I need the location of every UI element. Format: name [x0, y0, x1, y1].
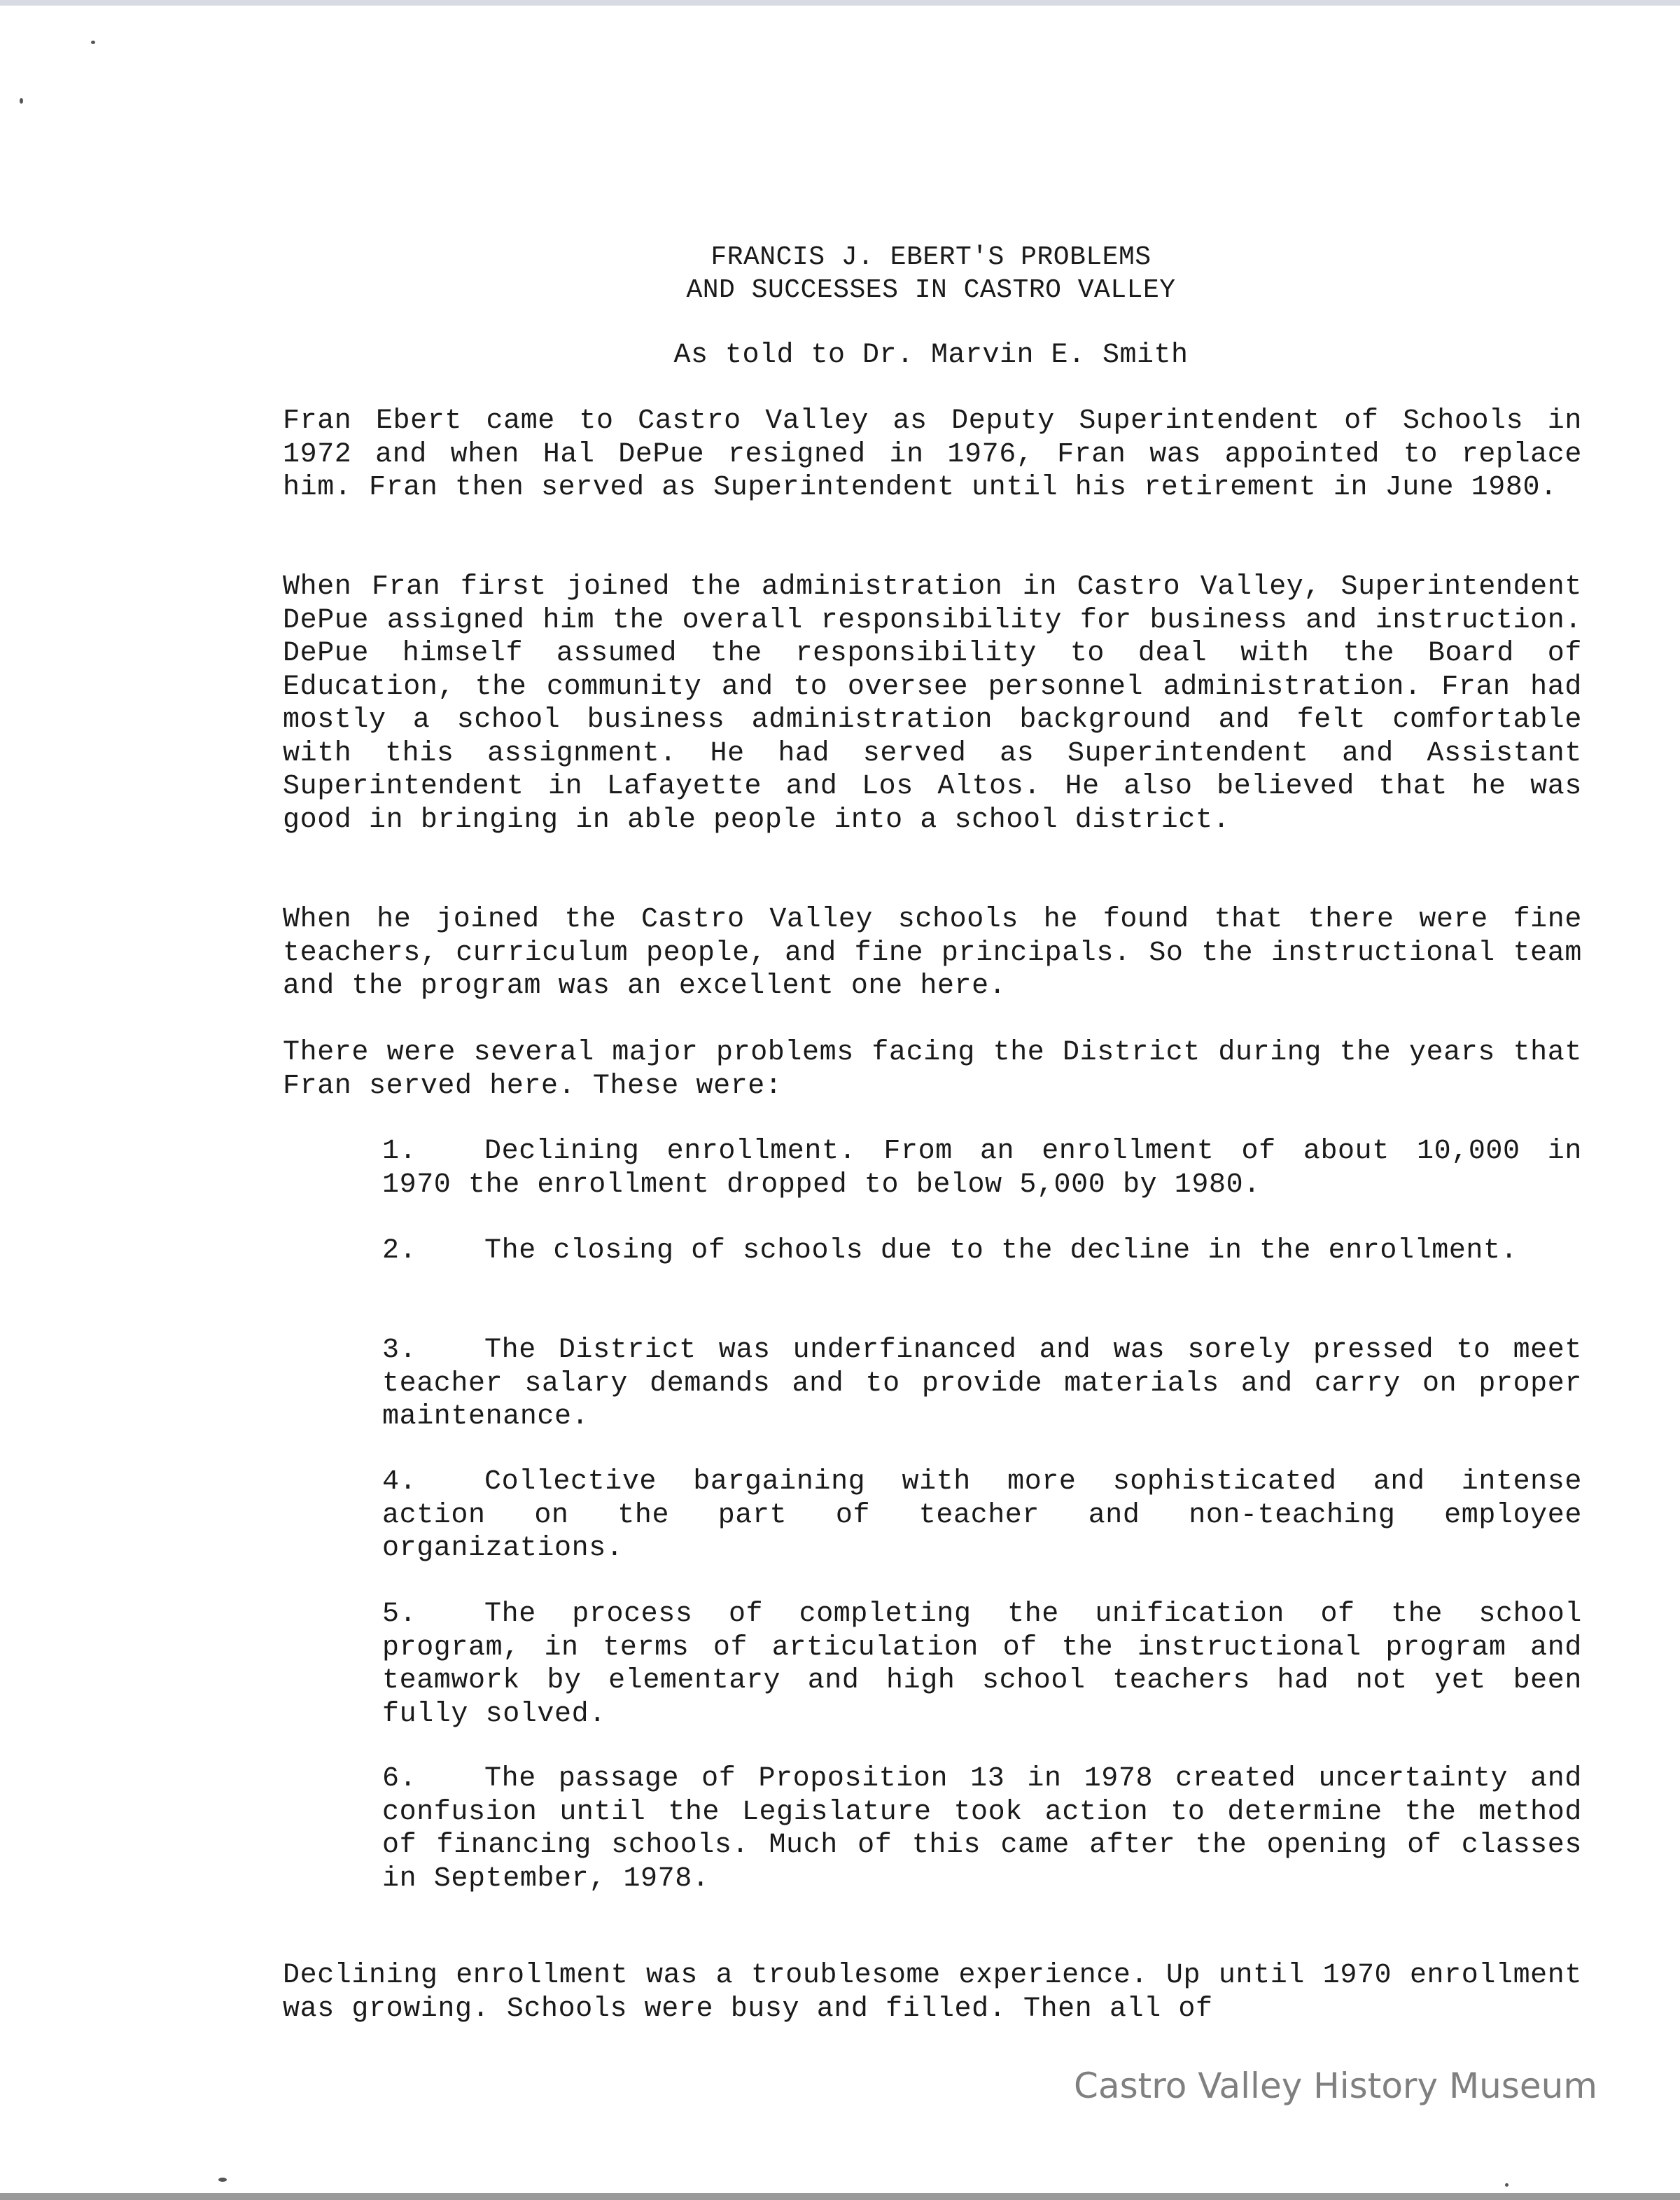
paragraph-problems-intro: There were several major problems facing the District during the years that Fran served here. These were: [283, 1037, 1582, 1102]
paragraph-intro: Fran Ebert came to Castro Valley as Deputy Superintendent of Schools in 1972 and when Hal DePue resigned in 1976, Fran was appointed to replace him. Fran then served as Superintendent until his retirement in June 1980. [283, 405, 1582, 503]
list-item-number: 2. [382, 1235, 417, 1267]
scan-top-edge [0, 0, 1680, 6]
list-item-text: Collective bargaining with more sophisticated and intense action on the part of teacher and non-teaching employee organizations. [382, 1466, 1582, 1564]
list-item-text: The District was underfinanced and was sorely pressed to meet teacher salary demands and to provide materials and carry on proper maintenance. [382, 1335, 1582, 1433]
list-item [382, 1135, 1582, 1202]
paragraph-administration: When Fran first joined the administration in Castro Valley, Superintendent DePue assigned him the overall responsibility for business and instruction. DePue himself assumed the responsibility to deal with the Board of Education, the community and to oversee personnel administration. Fran had mostly a school business administration background and felt comfortable with this assignment. He had served as Superintendent and Assistant Superintendent in Lafayette and Los Altos. He also believed that he was good in bringing in able people into a school district. [283, 571, 1582, 836]
scan-speck [91, 41, 95, 44]
list-item-text: The process of completing the unification of the school program, in terms of articulation of the instructional program and teamwork by elementary and high school teachers had not yet been fully solved. [382, 1599, 1582, 1730]
document-title-line-1: FRANCIS J. EBERT'S PROBLEMS [710, 242, 1152, 272]
list-item-number: 5. [382, 1599, 417, 1630]
paragraph-team: When he joined the Castro Valley schools he found that there were fine teachers, curriculum people, and fine principals. So the instructional team and the program was an excellent one here. [283, 904, 1582, 1002]
list-item [382, 1598, 1582, 1731]
list-item [382, 1762, 1582, 1895]
scan-bottom-edge [0, 2193, 1680, 2200]
list-item-number: 6. [382, 1763, 417, 1795]
scan-speck [20, 98, 23, 104]
list-item-number: 3. [382, 1335, 417, 1366]
list-item [382, 1465, 1582, 1566]
list-item-number: 4. [382, 1466, 417, 1498]
list-item-text: The passage of Proposition 13 in 1978 created uncertainty and confusion until the Legislature took action to determine the method of financing schools. Much of this came after the opening of classes in September, 1978. [382, 1763, 1582, 1895]
museum-watermark: Castro Valley History Museum [1074, 2066, 1597, 2106]
list-item-text: The closing of schools due to the decline in the enrollment. [484, 1235, 1518, 1267]
scan-speck [218, 2178, 227, 2182]
scan-speck [1505, 2183, 1508, 2187]
document-title-line-2: AND SUCCESSES IN CASTRO VALLEY [686, 275, 1176, 305]
byline: As told to Dr. Marvin E. Smith [673, 340, 1189, 371]
list-item-number: 1. [382, 1136, 417, 1167]
list-item-text: Declining enrollment. From an enrollment of about 10,000 in 1970 the enrollment dropped to below 5,000 by 1980. [382, 1136, 1582, 1201]
list-item [382, 1334, 1582, 1434]
paragraph-closing: Declining enrollment was a troublesome experience. Up until 1970 enrollment was growing. Schools were busy and filled. Then all of [283, 1960, 1582, 2025]
list-item [382, 1234, 1582, 1268]
